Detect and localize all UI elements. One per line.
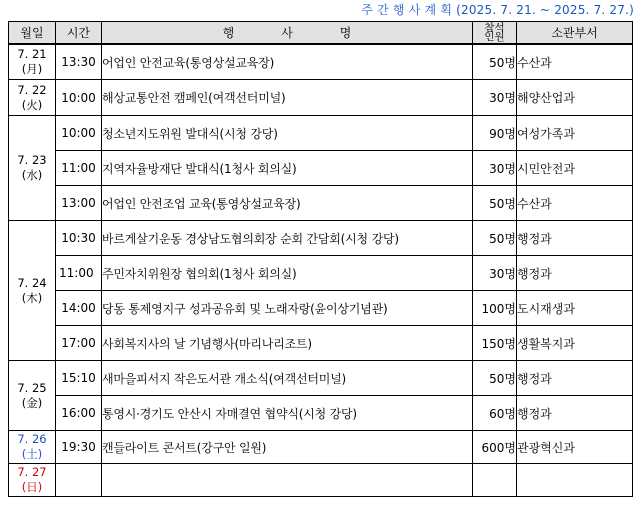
event-name-cell: 캔들라이트 콘서트(강구안 일원) (102, 431, 473, 464)
dept-cell (517, 326, 633, 361)
date-cell (9, 116, 56, 221)
weekday-text: (日) (21, 480, 43, 494)
table-row (9, 396, 633, 431)
dept-text: 도시재생과 (517, 301, 575, 316)
header-row (9, 22, 633, 45)
time-cell: 13:00 (56, 186, 102, 221)
table-row (9, 361, 633, 396)
event-name-cell (102, 464, 473, 497)
dept-cell (517, 221, 633, 256)
event-name-cell: 사회복지사의 날 기념행사(마리나리조트) (102, 326, 473, 361)
dept-cell (517, 116, 633, 151)
table-row (9, 116, 633, 151)
attendees-cell: 50명 (473, 221, 517, 256)
time-cell: 11:00 (56, 256, 102, 291)
table-row (9, 431, 633, 464)
dept-cell (517, 44, 633, 80)
attendees-cell: 100명 (473, 291, 517, 326)
time-cell: 19:30 (56, 431, 102, 464)
time-cell: 10:30 (56, 221, 102, 256)
event-name-cell: 지역자율방재단 발대식(1청사 회의실) (102, 151, 473, 186)
time-cell: 10:00 (56, 80, 102, 116)
dept-cell (517, 396, 633, 431)
attendees-cell: 50명 (473, 44, 517, 80)
time-cell: 10:00 (56, 116, 102, 151)
attendees-cell: 150명 (473, 326, 517, 361)
dept-text: 행정과 (517, 266, 552, 281)
schedule-table (8, 21, 633, 497)
event-name-cell: 통영시·경기도 안산시 자매결연 협약식(시청 강당) (102, 396, 473, 431)
date-text: 7. 26 (17, 432, 47, 446)
dept-text: 생활복지과 (517, 336, 575, 351)
attendees-cell (473, 464, 517, 497)
time-cell: 11:00 (56, 151, 102, 186)
event-name-cell: 새마을피서지 작은도서관 개소식(여객선터미널) (102, 361, 473, 396)
dept-text: 해양산업과 (517, 91, 575, 105)
dept-text: 수산과 (517, 55, 552, 70)
date-text: 7. 25 (17, 380, 47, 395)
attendees-cell: 30명 (473, 256, 517, 291)
header-attendees (473, 22, 517, 45)
dept-cell (517, 80, 633, 116)
date-text: 7. 22 (17, 82, 47, 97)
time-cell: 17:00 (56, 326, 102, 361)
dept-text: 행정과 (517, 406, 552, 421)
event-name-cell: 어업인 안전교육(통영상설교육장) (102, 44, 473, 80)
weekday-text: (火) (21, 97, 43, 112)
dept-cell (517, 186, 633, 221)
dept-text: 행정과 (517, 231, 552, 246)
weekday-text: (土) (21, 447, 43, 461)
table-row (9, 80, 633, 116)
header-event: 행 사 명 (102, 22, 473, 45)
dept-cell (517, 361, 633, 396)
table-row (9, 326, 633, 361)
event-name-cell: 주민자치위원장 협의회(1청사 회의실) (102, 256, 473, 291)
attendees-cell: 60명 (473, 396, 517, 431)
event-name-cell: 어업인 안전조업 교육(통영상설교육장) (102, 186, 473, 221)
weekday-text: (木) (21, 290, 43, 305)
date-cell (9, 221, 56, 361)
dept-text: 수산과 (517, 196, 552, 211)
weekday-text: (月) (21, 62, 43, 76)
event-name-cell: 바르게살기운동 경상남도협의회장 순회 간담회(시청 강당) (102, 221, 473, 256)
dept-cell (517, 256, 633, 291)
date-cell (9, 80, 56, 116)
header-attendees-line1: 참석 (484, 21, 505, 34)
table-row (9, 186, 633, 221)
date-cell (9, 44, 56, 80)
event-name-cell: 청소년지도위원 발대식(시청 강당) (102, 116, 473, 151)
dept-text: 시민안전과 (517, 161, 575, 176)
date-text: 7. 23 (17, 153, 47, 167)
dept-cell (517, 431, 633, 464)
header-date: 월일 (9, 22, 56, 45)
table-row (9, 291, 633, 326)
header-dept: 소관부서 (517, 22, 633, 45)
dept-cell (517, 464, 633, 497)
weekday-text: (水) (21, 168, 43, 182)
weekday-text: (金) (21, 395, 43, 410)
page-title: 주 간 행 사 계 획 (2025. 7. 21. ~ 2025. 7. 27.) (361, 3, 634, 17)
date-text: 7. 21 (17, 47, 47, 61)
attendees-cell: 90명 (473, 116, 517, 151)
time-cell: 16:00 (56, 396, 102, 431)
dept-text: 여성가족과 (517, 126, 575, 141)
event-name-cell: 당동 통제영지구 성과공유회 및 노래자랑(윤이상기념관) (102, 291, 473, 326)
dept-text: 관광혁신과 (517, 440, 575, 455)
time-cell: 13:30 (56, 44, 102, 80)
table-row (9, 44, 633, 80)
table-row (9, 221, 633, 256)
header-time: 시간 (56, 22, 102, 45)
attendees-cell: 600명 (473, 431, 517, 464)
date-text: 7. 24 (17, 275, 47, 290)
date-cell (9, 431, 56, 464)
attendees-cell: 50명 (473, 186, 517, 221)
attendees-cell: 50명 (473, 361, 517, 396)
time-cell (56, 464, 102, 497)
time-cell: 14:00 (56, 291, 102, 326)
dept-cell (517, 151, 633, 186)
date-text: 7. 27 (17, 465, 47, 479)
attendees-cell: 30명 (473, 80, 517, 116)
table-row (9, 464, 633, 497)
table-row (9, 256, 633, 291)
date-cell (9, 464, 56, 497)
table-row (9, 151, 633, 186)
time-cell: 15:10 (56, 361, 102, 396)
dept-cell (517, 291, 633, 326)
header-attendees-line2: 인원 (484, 30, 505, 43)
dept-text: 행정과 (517, 371, 552, 386)
date-cell (9, 361, 56, 431)
event-name-cell: 해상교통안전 캠페인(여객선터미널) (102, 80, 473, 116)
attendees-cell: 30명 (473, 151, 517, 186)
